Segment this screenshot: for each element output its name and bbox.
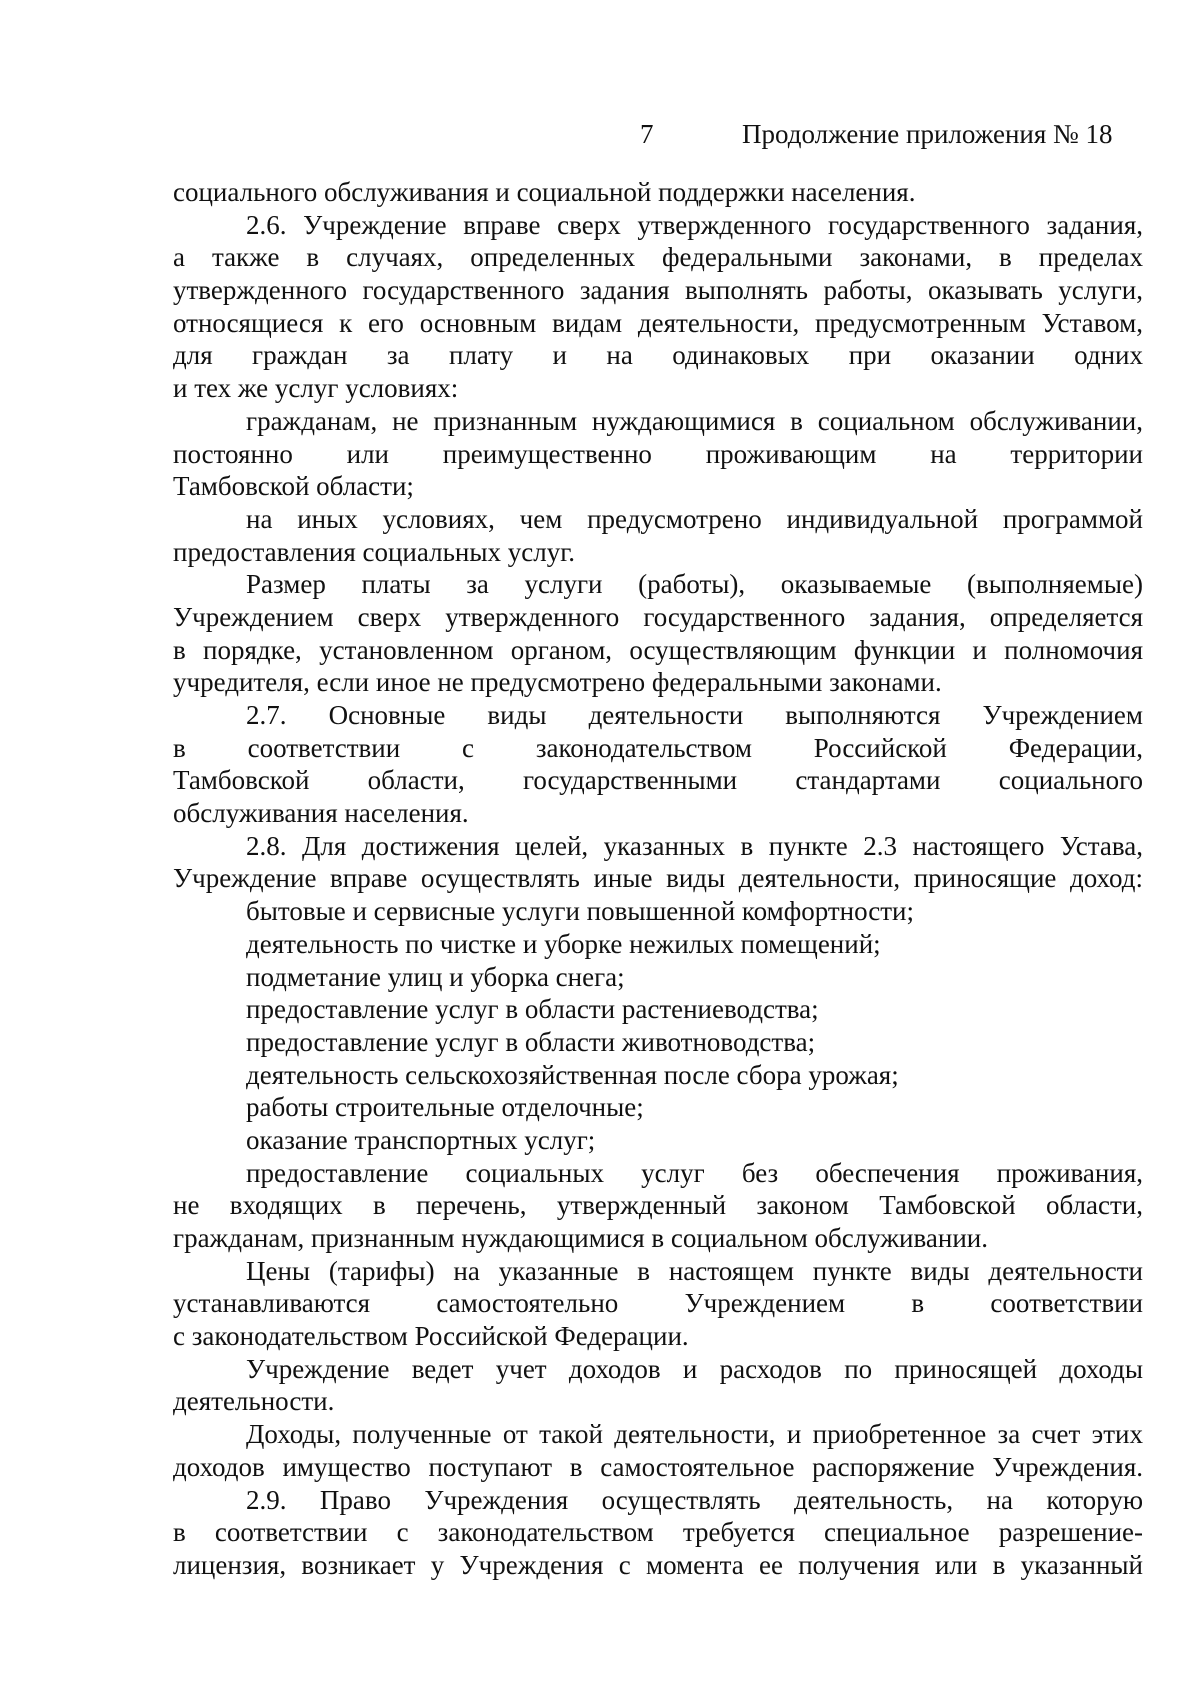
text-line: утвержденного государственного задания выполнять работы, оказывать услуги, bbox=[173, 275, 1143, 306]
text-line: деятельности. bbox=[173, 1386, 335, 1417]
text-line: на иных условиях, чем предусмотрено индивидуальной программой bbox=[246, 503, 1143, 534]
text-line: 2.9. Право Учреждения осуществлять деятельность, на которую bbox=[246, 1484, 1143, 1515]
text-line: предоставления социальных услуг. bbox=[173, 536, 575, 567]
document-body bbox=[173, 176, 1143, 1582]
text-line: и тех же услуг условиях: bbox=[173, 373, 459, 404]
text-line: в соответствии с законодательством требуется специальное разрешение- bbox=[173, 1517, 1143, 1548]
text-line: Учреждение ведет учет доходов и расходов по приносящей доходы bbox=[246, 1353, 1143, 1384]
text-line: Доходы, полученные от такой деятельности, и приобретенное за счет этих bbox=[246, 1419, 1143, 1450]
header-title: Продолжение приложения № 18 bbox=[742, 119, 1113, 149]
list-item: подметание улиц и уборка снега; bbox=[246, 961, 625, 992]
page-number: 7 bbox=[640, 119, 654, 149]
text-line: для граждан за плату и на одинаковых при оказании одних bbox=[173, 340, 1143, 371]
list-item: бытовые и сервисные услуги повышенной комфортности; bbox=[246, 896, 914, 927]
text-line: гражданам, признанным нуждающимися в социальном обслуживании. bbox=[173, 1223, 988, 1253]
text-line: не входящих в перечень, утвержденный законом Тамбовской области, bbox=[173, 1190, 1143, 1221]
text-line: в соответствии с законодательством Российской Федерации, bbox=[173, 732, 1143, 763]
list-item: предоставление услуг в области животноводства; bbox=[246, 1026, 816, 1057]
list-item: оказание транспортных услуг; bbox=[246, 1124, 596, 1155]
text-line: Тамбовской области, государственными стандартами социального bbox=[173, 765, 1143, 796]
text-line: Учреждением сверх утвержденного государственного задания, определяется bbox=[173, 601, 1143, 632]
text-line: постоянно или преимущественно проживающим на территории bbox=[173, 438, 1143, 469]
list-item: предоставление услуг в области растениеводства; bbox=[246, 994, 819, 1025]
text-line: социального обслуживания и социальной поддержки населения. bbox=[173, 177, 916, 207]
text-line: относящиеся к его основным видам деятельности, предусмотренным Уставом, bbox=[173, 307, 1143, 338]
list-item: деятельность сельскохозяйственная после сбора урожая; bbox=[246, 1059, 899, 1090]
text-line: а также в случаях, определенных федеральными законами, в пределах bbox=[173, 242, 1143, 273]
text-line: доходов имущество поступают в самостоятельное распоряжение Учреждения. bbox=[173, 1451, 1143, 1482]
list-item: деятельность по чистке и уборке нежилых помещений; bbox=[246, 928, 881, 959]
text-line: устанавливаются самостоятельно Учреждением в соответствии bbox=[173, 1288, 1143, 1319]
text-line: обслуживания населения. bbox=[173, 798, 469, 829]
text-line: Цены (тарифы) на указанные в настоящем пункте виды деятельности bbox=[246, 1255, 1143, 1286]
text-line: учредителя, если иное не предусмотрено федеральными законами. bbox=[173, 667, 942, 698]
list-item: предоставление социальных услуг без обеспечения проживания, bbox=[246, 1157, 1143, 1188]
list-item: работы строительные отделочные; bbox=[246, 1092, 644, 1123]
text-line: 2.7. Основные виды деятельности выполняются Учреждением bbox=[246, 700, 1143, 730]
text-line: в порядке, установленном органом, осуществляющим функции и полномочия bbox=[173, 634, 1143, 665]
text-line: 2.8. Для достижения целей, указанных в пункте 2.3 настоящего Устава, bbox=[246, 830, 1143, 861]
text-line: гражданам, не признанным нуждающимися в социальном обслуживании, bbox=[246, 405, 1143, 436]
page-header bbox=[0, 116, 1200, 152]
text-line: Размер платы за услуги (работы), оказываемые (выполняемые) bbox=[246, 569, 1143, 600]
text-line: лицензия, возникает у Учреждения с момента ее получения или в указанный bbox=[173, 1549, 1143, 1580]
text-line: Учреждение вправе осуществлять иные виды деятельности, приносящие доход: bbox=[173, 863, 1143, 894]
text-line: с законодательством Российской Федерации. bbox=[173, 1321, 689, 1352]
text-line: Тамбовской области; bbox=[173, 471, 414, 502]
text-line: 2.6. Учреждение вправе сверх утвержденного государственного задания, bbox=[246, 209, 1143, 240]
